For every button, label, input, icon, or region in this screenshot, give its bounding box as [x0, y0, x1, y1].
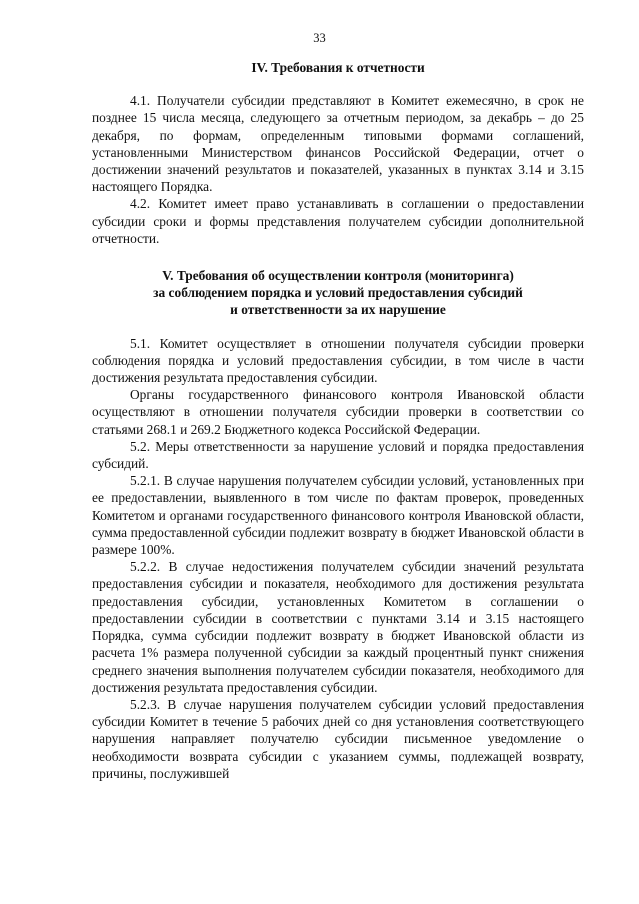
paragraph-5-1: 5.1. Комитет осуществляет в отношении получателя субсидии проверки соблюдения порядка и условий предоставления субсидии, в том числе в части достижения результата предоставления субсидии. — [92, 335, 584, 386]
paragraph-4-1: 4.1. Получатели субсидии представляют в Комитет ежемесячно, в срок не позднее 15 числа месяца, следующего за отчетным периодом, за декабрь – до 25 декабря, по формам, определенным типовыми формами соглашений, установленными Министерством финансов Российской Федерации, отчет о достижении значений результатов и показателей, указанных в пунктах 3.14 и 3.15 настоящего Порядка. — [92, 93, 584, 195]
section-5-title-line-1: V. Требования об осуществлении контроля (мониторинга) — [162, 268, 514, 284]
section-4-title: IV. Требования к отчетности — [251, 60, 425, 75]
page-content — [92, 59, 584, 782]
paragraph-5-2-1: 5.2.1. В случае нарушения получателем субсидии условий, установленных при ее предоставлении, выявленного в том числе по фактам проверок, проведенных Комитетом и органами государственного финансового контроля Ивановской области, сумма предоставленной субсидии подлежит возврату в бюджет Ивановской области в размере 100%. — [92, 473, 584, 558]
paragraph-control-bodies: Органы государственного финансового контроля Ивановской области осуществляют в отношении получателя субсидии проверки в соответствии со статьями 268.1 и 269.2 Бюджетного кодекса Российской Федерации. — [92, 387, 584, 437]
section-5-title — [92, 267, 584, 319]
section-5-title-line-3: и ответственности за их нарушение — [230, 302, 446, 318]
paragraph-5-2-3: 5.2.3. В случае нарушения получателем субсидии условий предоставления субсидии Комитет в течение 5 рабочих дней со дня установления соответствующего нарушения направляет получателю субсидии письменное уведомление о необходимости возврата субсидии с указанием суммы, подлежащей возврату, причины, послужившей — [92, 696, 584, 781]
paragraph-5-2-2: 5.2.2. В случае недостижения получателем субсидии значений результата предоставления субсидии и показателя, необходимого для достижения результата предоставления субсидии, установленных Комитетом в соглашении о предоставлении субсидии в соответствии с пунктами 3.14 и 3.15 настоящего Порядка, сумма субсидии подлежит возврату в бюджет Ивановской области из расчета 1% размера полученной субсидии за каждый процентный пункт снижения среднего значения выполнения получателем субсидии показателя, необходимого для достижения результата предоставления субсидии. — [92, 559, 584, 695]
paragraph-5-2: 5.2. Меры ответственности за нарушение условий и порядка предоставления субсидий. — [92, 438, 584, 472]
paragraph-4-2: 4.2. Комитет имеет право устанавливать в соглашении о предоставлении субсидии сроки и формы представления получателем субсидии дополнительной отчетности. — [92, 196, 584, 246]
page-number: 33 — [313, 31, 326, 45]
section-5-title-line-2: за соблюдением порядка и условий предоставления субсидий — [153, 285, 523, 301]
